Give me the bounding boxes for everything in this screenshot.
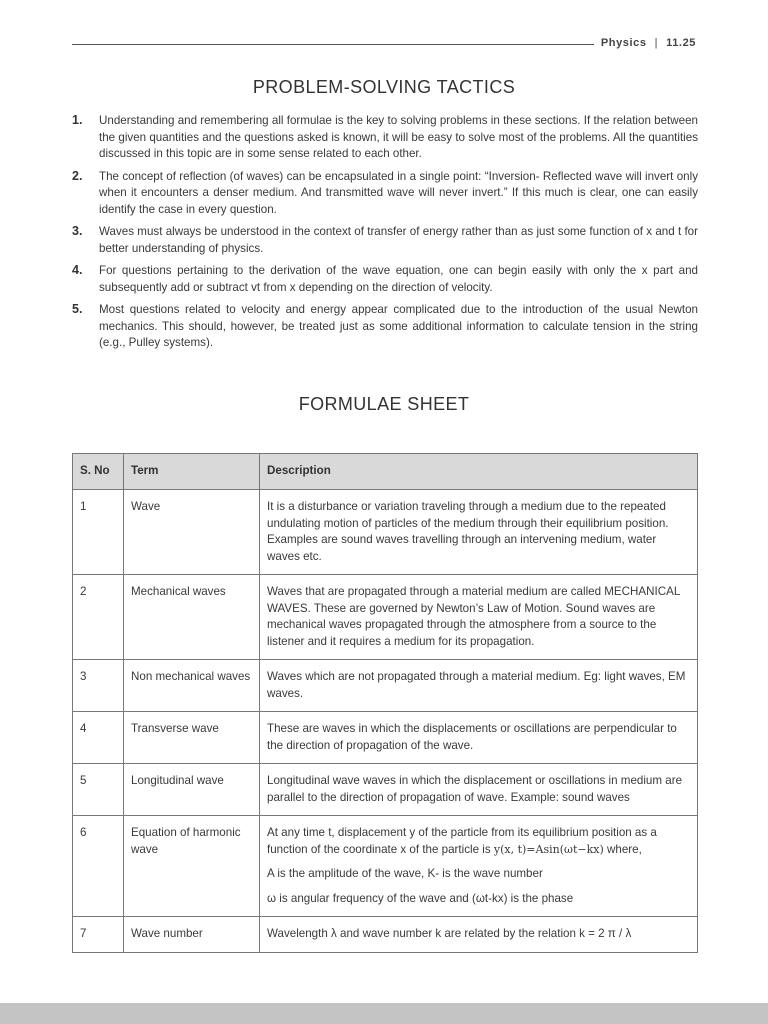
cell-sno: 4 bbox=[73, 712, 124, 764]
page-number: 11.25 bbox=[666, 37, 696, 49]
tactic-text: Waves must always be understood in the context of transfer of energy rather than as just some function of x and t for better understanding of physics. bbox=[99, 225, 698, 255]
desc-text: where, bbox=[607, 842, 642, 856]
running-head bbox=[601, 37, 696, 49]
running-head-subject: Physics bbox=[600, 37, 647, 49]
cell-description: Waves that are propagated through a material medium are called MECHANICAL WAVES. These are governed by Newton’s Law of Motion. Sound waves are mechanical waves propagated through the atmosphere from a source to the listener and it requires a medium for its propagation. bbox=[260, 575, 698, 660]
cell-term: Equation of harmonic wave bbox=[124, 816, 260, 917]
cell-sno: 7 bbox=[73, 917, 124, 953]
cell-term: Wave bbox=[124, 490, 260, 575]
harmonic-wave-definition bbox=[267, 825, 690, 858]
tactic-item bbox=[72, 302, 698, 352]
desc-text: At any time t, displacement y of the particle from its equilibrium position as a function of the coordinate x of the particle is bbox=[267, 826, 657, 856]
cell-sno: 1 bbox=[73, 490, 124, 575]
cell-description: Waves which are not propagated through a material medium. Eg: light waves, EM waves. bbox=[260, 660, 698, 712]
header-rule bbox=[72, 44, 594, 45]
tactic-number: 3. bbox=[72, 224, 83, 238]
cell-description bbox=[260, 816, 698, 917]
tactic-item bbox=[72, 224, 698, 257]
tactic-text: Most questions related to velocity and energy appear complicated due to the introduction of the usual Newton mechanics. This should, however, be treated just as some additional information to calculate tension in the string (e.g., Pulley systems). bbox=[99, 303, 698, 349]
table-row bbox=[73, 917, 698, 953]
cell-term: Mechanical waves bbox=[124, 575, 260, 660]
tactic-item bbox=[72, 169, 698, 219]
tactic-text: For questions pertaining to the derivation of the wave equation, one can begin easily with only the x part and subsequently add or subtract vt from x depending on the direction of velocity. bbox=[99, 264, 698, 294]
formulae-title: FORMULAE SHEET bbox=[298, 394, 470, 414]
tactic-number: 4. bbox=[72, 263, 83, 277]
cell-term: Wave number bbox=[124, 917, 260, 953]
header-term: Term bbox=[124, 454, 260, 490]
tactic-number: 5. bbox=[72, 302, 83, 316]
tactics-title: PROBLEM-SOLVING TACTICS bbox=[252, 77, 516, 97]
tactic-number: 2. bbox=[72, 168, 83, 183]
cell-description: These are waves in which the displacements or oscillations are perpendicular to the direction of propagation of the wave. bbox=[260, 712, 698, 764]
table-row bbox=[73, 660, 698, 712]
footer-band bbox=[0, 1003, 768, 1024]
cell-term: Longitudinal wave bbox=[124, 764, 260, 816]
cell-sno: 6 bbox=[73, 816, 124, 917]
cell-term: Non mechanical waves bbox=[124, 660, 260, 712]
header-description: Description bbox=[260, 454, 698, 490]
tactic-text: Understanding and remembering all formulae is the key to solving problems in these sections. If the relation between the given quantities and the questions asked is known, it will be easy to solve most of the problems. All the quantities discussed in this topic are in some sense related to each other. bbox=[99, 114, 698, 160]
tactic-text: The concept of reflection (of waves) can be encapsulated in a single point: “Inversion- Reflected wave will invert only when it encounters a denser medium. And transmitted wave will never invert.” If this much is clear, one can easily identify the case in every question. bbox=[99, 169, 698, 216]
table-row bbox=[73, 764, 698, 816]
cell-description: Wavelength λ and wave number k are related by the relation k = 2 π / λ bbox=[260, 917, 698, 953]
harmonic-wave-formula: y(x, t)=Asin(ωt−kx) bbox=[493, 842, 604, 856]
header-sno: S. No bbox=[73, 454, 124, 490]
cell-description: Longitudinal wave waves in which the displacement or oscillations in medium are parallel to the direction of propagation of wave. Example: sound waves bbox=[260, 764, 698, 816]
formulae-table bbox=[72, 453, 698, 953]
table-header-row bbox=[73, 454, 698, 490]
table-row bbox=[73, 816, 698, 917]
amplitude-line: A is the amplitude of the wave, K- is the wave number bbox=[267, 867, 543, 880]
phase-line: ω is angular frequency of the wave and (ωt-kx) is the phase bbox=[267, 891, 574, 905]
tactic-item bbox=[72, 113, 698, 163]
tactic-number: 1. bbox=[72, 113, 83, 127]
cell-sno: 5 bbox=[73, 764, 124, 816]
cell-sno: 3 bbox=[73, 660, 124, 712]
cell-term: Transverse wave bbox=[124, 712, 260, 764]
cell-sno: 2 bbox=[73, 575, 124, 660]
cell-description: It is a disturbance or variation traveling through a medium due to the repeated undulating motion of particles of the medium through their equilibrium position. Examples are sound waves travelling through an intervening medium, water waves etc. bbox=[260, 490, 698, 575]
table-row bbox=[73, 490, 698, 575]
running-head-separator: | bbox=[654, 37, 659, 49]
tactic-item bbox=[72, 263, 698, 296]
table-row bbox=[73, 712, 698, 764]
table-row bbox=[73, 575, 698, 660]
tactics-list bbox=[72, 113, 698, 358]
